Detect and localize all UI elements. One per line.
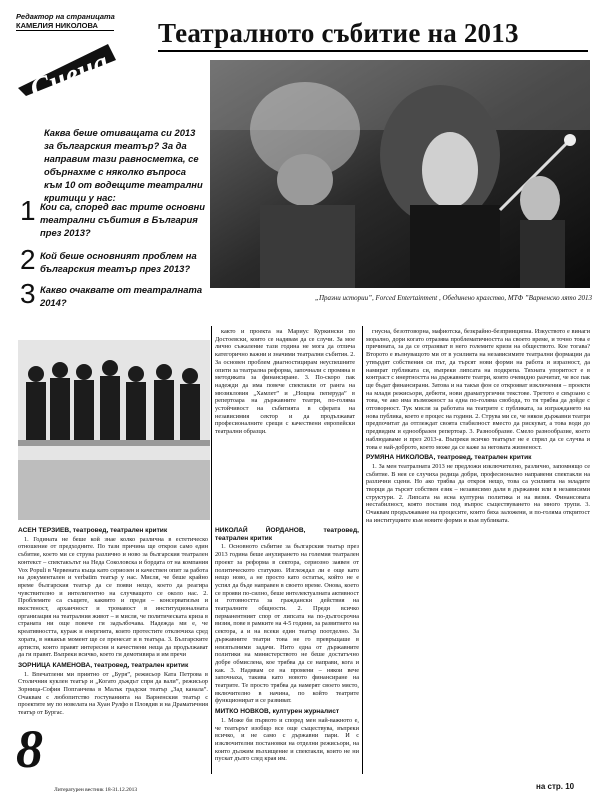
editor-credit — [16, 12, 115, 30]
critic-name: АСЕН ТЕРЗИЕВ, театровед, театрален критик — [18, 527, 168, 534]
critic-name: ЗОРНИЦА КАМЕНОВА, театровед, театрален критик — [18, 661, 189, 669]
editor-role: Редактор на страницата — [16, 12, 115, 21]
critic-name: РУМЯНА НИКОЛОВА, театровед, театрален критик — [366, 454, 532, 462]
question-2 — [20, 244, 206, 275]
title-underline — [158, 50, 588, 52]
section-badge-graphic — [12, 38, 122, 100]
column-continuation — [215, 328, 355, 518]
question-number: 2 — [20, 244, 36, 275]
performance-photo-graphic — [210, 60, 590, 288]
column-left — [18, 524, 208, 724]
question-number: 1 — [20, 195, 36, 226]
photo-caption: „Празни истории”, Forced Entertainment , Обединено кралство, МТФ ”Варненско лято 2013 — [315, 294, 592, 302]
column-right — [366, 328, 590, 778]
question-text: Кои са, според вас трите основни театрални събития в България през 2013? — [40, 201, 205, 238]
critic-answer: 1. Основното събитие за българския театър през 2013 година беше анулирането на големия театрален проект за реформа в сектора, сериозно заявен от политическото статукво. Изглеждал ли е още като нещо ново, а не просто като остатък, който не е успял да бъде направен в своето време. Онова, което се прояви по-силно, беше интелектуалната активност и готовността за граждански действия на театралните общности. 2. Преди всичко перманентният спор от липсата на по-дългосрочна визия, пове в рамките на 4-5 години, за развитието на сектора, а и на всеки един театър поотделно. За държавните театри това не го превръщаше в неизпълними задачи. Нито една от държавните политики на министерството не беше достатъчно добре обмислена, кое трябва да се направи, кога и как. 3. Надявам се на промени – някои вече започнаха, такива като новото финансиране на театрите. Те просто трябва да намерят своето място, включително в начина, по който театрите функционират и се развиват. — [215, 543, 359, 705]
column-divider — [362, 326, 363, 774]
issue-info: Литературен вестник 18-31.12.2013 — [54, 787, 138, 793]
question-text: Какво очаквате от театралната 2014? — [40, 284, 203, 308]
column-middle — [215, 524, 359, 778]
critic-name: МИТКО НОВКОВ, културен журналист — [215, 708, 340, 716]
performance-photo — [210, 60, 590, 288]
critic-answer: 1. За мен театралната 2013 не предложи изключително, различно, запомнящо се събитие. В нея се случиха редица добри, професионално направени спектакли на различни сцени. Но ако трябва да откроя нещо, това са усилията на младите творци да търсят собствен език – независимо дали в държавни или в независими структури. 2. Липсата на ясна културна политика и на визия. Финансовата нестабилност, която поставя под въпрос съществуването на много трупи. 3. Очаквам продължаване на процесите, които бяха заложени, и по-голяма откритост на институциите към новите форми и към публиката. — [366, 462, 590, 524]
cast-photo — [18, 340, 210, 520]
question-1 — [20, 195, 206, 239]
section-label: Сцена — [25, 45, 114, 100]
continued-on: на стр. 10 — [536, 782, 575, 791]
editor-rule — [16, 30, 114, 31]
cast-photo-graphic — [18, 340, 210, 520]
page-number: 8 — [16, 719, 43, 779]
section-badge — [12, 38, 122, 100]
question-3 — [20, 278, 206, 309]
column-divider — [211, 326, 212, 774]
page-title: Театралното събитие на 2013 — [158, 18, 519, 48]
critic-name: НИКОЛАЙ ЙОРДАНОВ, театровед, театрален критик — [215, 527, 359, 542]
critic-answer: 1. Годината не беше кой знае колко различна в естетическо отношение от предходните. По тази причина ще открои само един събитие, което ми се струва различно и ново за българския театрален контекст – спектакълът на Неда Соколовска и бордата от на компания Vox Populi в Червената къща като сериозен и качествен опит за работа на документален и verbatim театър у нас. Мисля, че беше крайно време българския театър да се появи нещо, което да реагира чувствително и интелигентно на случващото се около нас. 2. Проблемите са същите, каквито и преди – консерватизъм и вкостеност, архаичност и тромавост в институционалната организация на театралния живот – и мисля, че политическата криза в страната ни още повече ги задълбочава. Надежда ми е, че креативността, кураж и енергията, които протестите отключиха сред хората, в някакъв момент ще се пренесат и в театъра. 3. Българските артисти, които правят интересни и качествени неща да продължават да ги правят. Въпреки всичко, което ги демотивира и им пречи — [18, 535, 208, 659]
question-text: Кой беше основният проблем на българския театър през 2013? — [40, 250, 197, 274]
critic-answer: 1. Впечатлени ми приятно от „Буря”, режисьор Ката Петрова в Столичния куклен театър и „Когато дъждът спря да вали”, режисьор Зорница-София Попганчева в Малък градски театър „Зад канала”. Очаквам с любопитство гостуванията на Варненския театър с проектите му по новелата на Хуан Рулфо в Пловдив и на Драматичния театър от Бургас. — [18, 670, 208, 717]
critic-answer: гнусна, безотговорна, мафиотска, безкрайно-безпринципна. Изкуството е винаги морално, дори когато отразява проблематичността на своето време, и точно това е причината, за да се отразяват в него големите кризи на обществото. Кое тогава? Второто е вълнуващото ми от в усилията на независимите театрални формации да утвърдят собствения си път, да търсят нови форми на работа и изразност, да намират публиката си, въпреки липсата на подкрепа. Тяхната упоритост е в контраст с инертността на държавните театри, които очевидно разчитат, че все пак ще бъдат финансирани. Затова и на такъв фон се открояват изключения – проекти на млади режисьори, дебюти, нови драматургични текстове. Третото е свързано с това, че ако има възможност за една по-голяма свобода, то тя трябва да дойде с отговорност. Тук мисля за работата на театрите с публиката, за изграждането на нова публика, което е процес на години. 2. Струва ми се, че някои държавни театри предпочитат да отглеждат своята стабилност вместо да рискуват, а това води до предвидим и еднообразен репертоар. 3. Разнообразие. Смело разнообразие, което наблюдаваме и през 2013-а. Въпреки всичко театърът не е спрял да се случва и това е най-доброто, което може да се каже за неговата жизненост. — [366, 328, 590, 451]
critic-answer: 1. Може би първото и според мен най-важното е, че театърът изобщо все още съществува, въпреки всичко, и не само с държавни пари. И с изключителни постановки на отделни режисьори, на които дължим възхищение и спектакли, които не ни пускат дълго след края им. — [215, 716, 359, 763]
paragraph: както и проекта на Мариус Куркински по Достоевски, които се надявам да се случи. За мое лично съжаление тази година не мога да отличa категорично важни и значими театрални събития. 2. За основен проблем диагностицирам неуспешните опити за театрална реформа, започнали с промяна в методиката за финансиране. 3. По-скоро пак надежди да има повече спектакли от ранга на мюзикловия „Хамлет” и „Нощна пеперуда” в репертоара на държавните театри, по-голяма устойчивост на събитията в сферата на независимия сектор и да продължават професионалните срещи с качествени европейски театрални образци. — [215, 328, 355, 436]
editor-name: КАМЕЛИЯ НИКОЛОВА — [16, 21, 98, 30]
question-number: 3 — [20, 278, 36, 309]
intro-text: Каква беше отиващата си 2013 за българския театър? За да направим тази равносметка, се обърнахме с няколко въпроса към 10 от водещите театрални критици у нас: — [44, 127, 203, 203]
